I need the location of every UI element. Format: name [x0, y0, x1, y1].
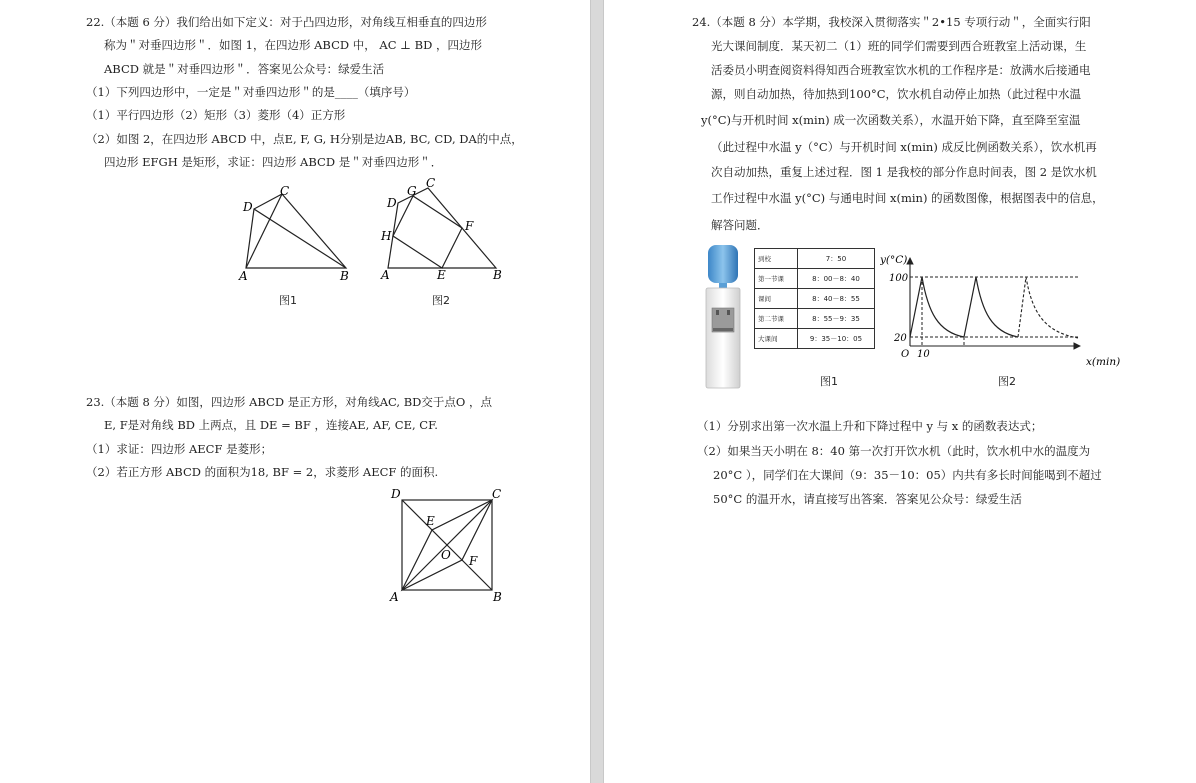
schedule-table — [754, 248, 875, 349]
q24-sub-line-1: （1）分别求出第一次水温上升和下降过程中 y 与 x 的函数表达式； — [697, 419, 1043, 433]
schedule-time: 8：00－8：40 — [797, 269, 874, 289]
graph-y-label: y(°C) — [880, 254, 908, 266]
table-row — [755, 269, 875, 289]
q22-line-2: 称为＂对垂四边形＂．如图 1，在四边形 ABCD 中， AC ⊥ BD ，四边形 — [104, 38, 482, 52]
schedule-name: 大课间 — [755, 329, 798, 349]
schedule-name: 课间 — [755, 289, 798, 309]
q22-figure-1 — [236, 184, 356, 284]
q22-line-1: 22.（本题 6 分）我们给出如下定义：对于凸四边形，对角线互相垂直的四边形 — [86, 15, 487, 29]
q23-label-o: O — [441, 548, 451, 562]
temperature-graph — [880, 252, 1134, 370]
q22-figure-2 — [378, 176, 506, 284]
schedule-name: 第一节课 — [755, 269, 798, 289]
q23-line-2: E, F是对角线 BD 上两点，且 DE = BF ，连接AE, AF, CE, CF. — [104, 418, 438, 432]
q24-fig1-caption: 图1 — [820, 375, 838, 388]
q24-sub-line-4: 50°C 的温开水，请直接写出答案．答案见公众号：绿爱生活 — [713, 492, 1022, 506]
table-row — [755, 329, 875, 349]
page-gutter — [590, 0, 604, 783]
right-page — [604, 0, 1196, 783]
fig2-label-d: D — [387, 196, 397, 210]
schedule-time: 7：50 — [797, 249, 874, 269]
q24-line-5: y(°C)与开机时间 x(min) 成一次函数关系），水温开始下降，直至降至室温 — [701, 113, 1081, 127]
q22-line-3: ABCD 就是＂对垂四边形＂．答案见公众号：绿爱生活 — [104, 62, 385, 76]
q23-label-d: D — [391, 487, 401, 501]
q23-line-3: （1）求证：四边形 AECF 是菱形； — [86, 442, 273, 456]
fig2-label-c: C — [426, 176, 436, 190]
q23-label-e: E — [426, 514, 435, 528]
fig2-label-a: A — [381, 268, 390, 282]
fig1-label-a: A — [239, 269, 248, 283]
fig2-label-b: B — [493, 268, 502, 282]
q24-sub-line-3: 20°C ），同学们在大课间（9：35－10：05）内共有多长时间能喝到不超过 — [713, 468, 1102, 482]
schedule-name: 到校 — [755, 249, 798, 269]
fig2-label-h: H — [381, 229, 392, 243]
q24-line-9: 解答问题． — [711, 218, 769, 232]
q23-label-b: B — [493, 590, 502, 604]
q22-line-4: （1）下列四边形中，一定是＂对垂四边形＂的是____（填序号） — [86, 85, 416, 99]
graph-x-label: x(min) — [1086, 356, 1121, 368]
q24-line-3: 活委员小明查阅资料得知西合班教室饮水机的工作程序是：放满水后接通电 — [711, 63, 1091, 77]
fig2-label-g: G — [407, 184, 417, 198]
graph-y100: 100 — [889, 273, 909, 284]
q22-line-7: 四边形 EFGH 是矩形，求证：四边形 ABCD 是＂对垂四边形＂． — [104, 155, 443, 169]
fig1-label-c: C — [280, 184, 290, 198]
schedule-time: 8：55－9：35 — [797, 309, 874, 329]
fig1-label-d: D — [243, 200, 253, 214]
q22-fig2-caption: 图2 — [432, 294, 450, 307]
q23-label-a: A — [390, 590, 399, 604]
graph-origin: O — [901, 349, 910, 360]
table-row — [755, 309, 875, 329]
q22-line-6: （2）如图 2，在四边形 ABCD 中，点E, F, G, H分别是边AB, BC, CD, DA的中点， — [86, 132, 523, 146]
q22-line-5: （1）平行四边形（2）矩形（3）菱形（4）正方形 — [86, 108, 346, 122]
fig2-label-f: F — [465, 219, 474, 233]
q24-line-1: 24.（本题 8 分）本学期，我校深入贯彻落实＂2•15 专项行动＂，全面实行阳 — [692, 15, 1091, 29]
table-row — [755, 249, 875, 269]
q24-sub-line-2: （2）如果当天小明在 8：40 第一次打开饮水机（此时，饮水机中水的温度为 — [697, 444, 1091, 458]
curve-solid — [910, 277, 1018, 337]
schedule-time: 9：35－10：05 — [797, 329, 874, 349]
water-dispenser-icon — [702, 242, 744, 390]
q24-fig2-caption: 图2 — [998, 375, 1016, 388]
q24-line-4: 源，则自动加热，待加热到100°C，饮水机自动停止加热（此过程中水温 — [711, 87, 1081, 101]
fig1-label-b: B — [340, 269, 349, 283]
q23-figure — [386, 484, 508, 604]
q24-line-8: 工作过程中水温 y(°C) 与通电时间 x(min) 的函数图像，根据图表中的信息， — [711, 191, 1104, 205]
graph-y20: 20 — [894, 333, 907, 344]
q24-line-6: （此过程中水温 y（°C）与开机时间 x(min) 成反比例函数关系），饮水机再 — [711, 140, 1097, 154]
fig2-label-e: E — [437, 268, 446, 282]
table-row — [755, 289, 875, 309]
left-page — [0, 0, 590, 783]
q24-line-7: 次自动加热，重复上述过程．图 1 是我校的部分作息时间表，图 2 是饮水机 — [711, 165, 1097, 179]
q24-line-2: 光大课间制度．某天初二（1）班的同学们需要到西合班教室上活动课，生 — [711, 39, 1087, 53]
q23-label-c: C — [492, 487, 502, 501]
schedule-name: 第二节课 — [755, 309, 798, 329]
schedule-time: 8：40－8：55 — [797, 289, 874, 309]
graph-x10: 10 — [917, 349, 930, 360]
q22-fig1-caption: 图1 — [279, 294, 297, 307]
q23-line-1: 23.（本题 8 分）如图，四边形 ABCD 是正方形，对角线AC, BD交于点O ，点 — [86, 395, 492, 409]
q23-line-4: （2）若正方形 ABCD 的面积为18, BF = 2，求菱形 AECF 的面积. — [86, 465, 439, 479]
q23-label-f: F — [469, 554, 478, 568]
curve-dashed — [1018, 277, 1078, 338]
